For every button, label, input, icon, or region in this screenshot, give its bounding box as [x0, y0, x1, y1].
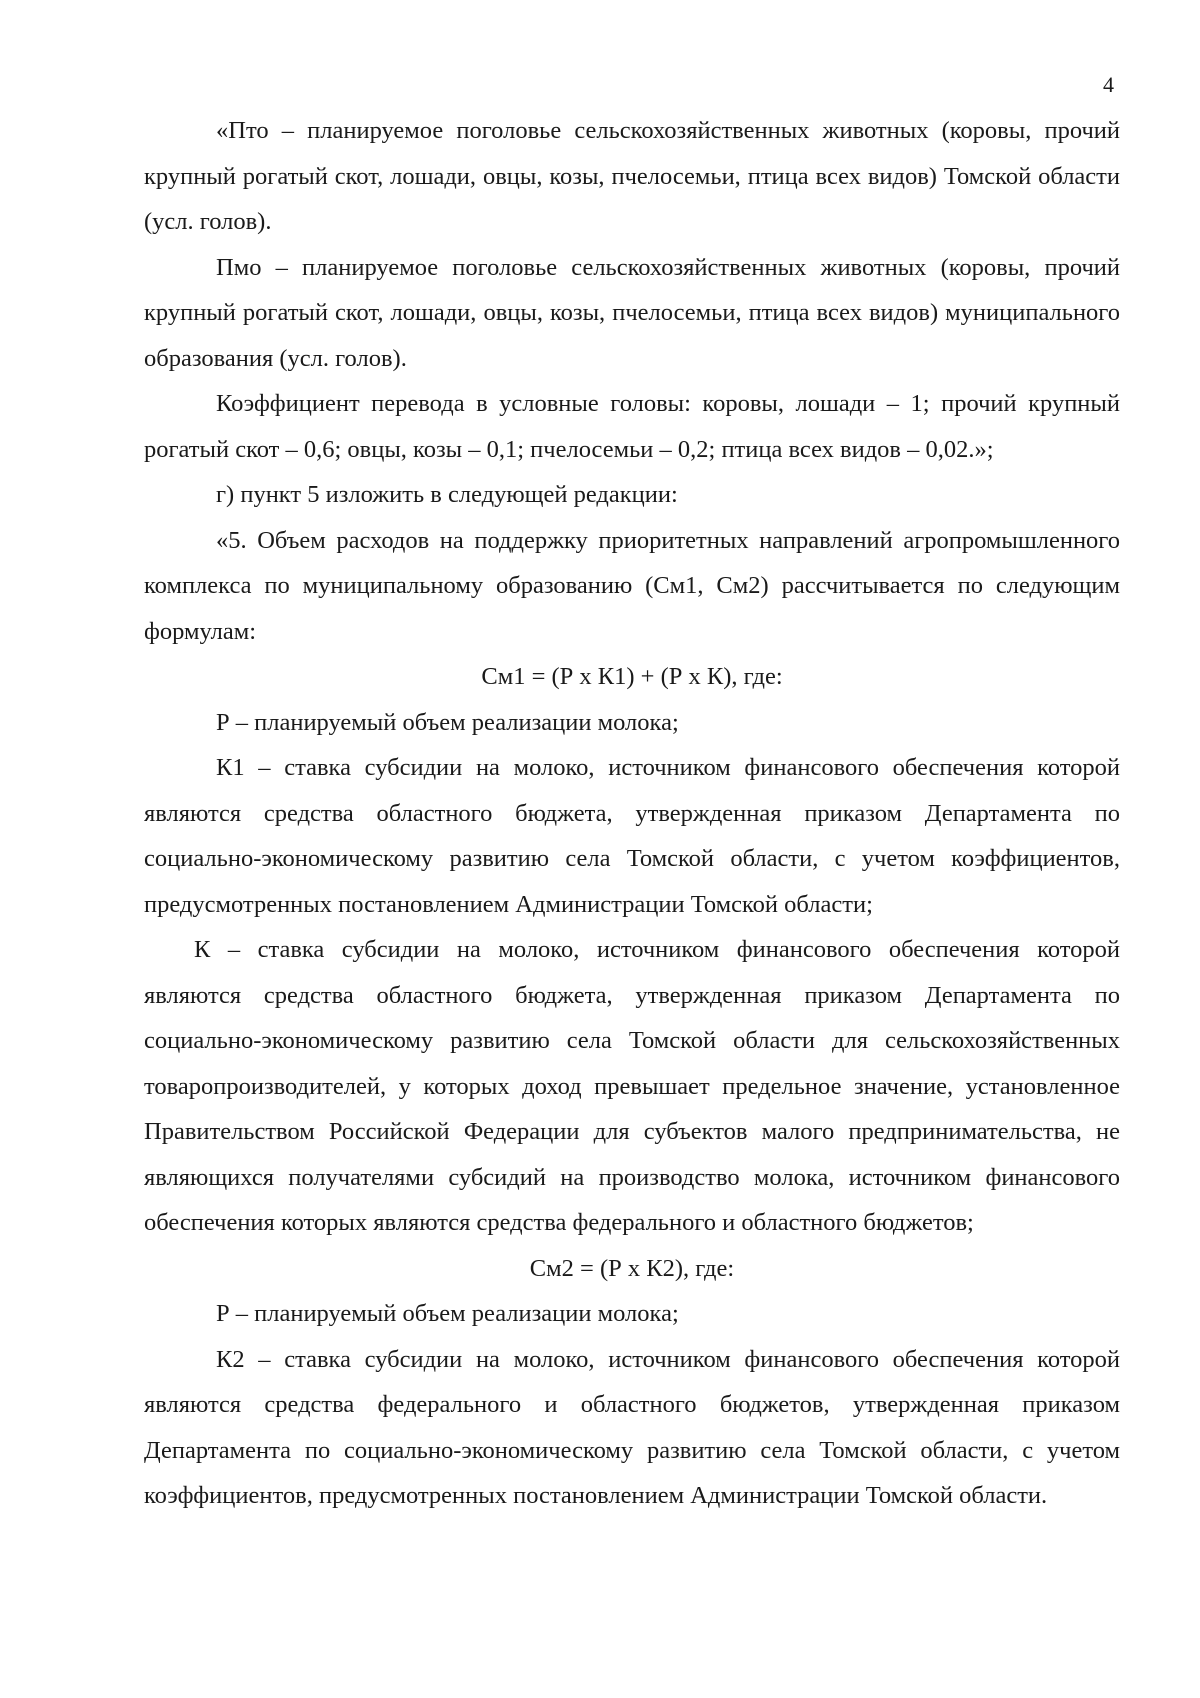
- paragraph-p-definition-2: Р – планируемый объем реализации молока;: [216, 1300, 679, 1327]
- paragraph-k1-definition: К1 – ставка субсидии на молоко, источником финансового обеспечения которой являются средства областного бюджета, утвержденная приказом Департамента по социально-экономическому развитию села Томской области, с учетом коэффициентов, предусмотренных постановлением Администрации Томской области;: [144, 754, 1120, 918]
- formula-sm1: См1 = (Р х К1) + (Р х К), где:: [481, 663, 783, 690]
- formula-sm2: См2 = (Р х К2), где:: [529, 1254, 735, 1282]
- paragraph-item-5: «5. Объем расходов на поддержку приоритетных направлений агропромышленного комплекса по муниципальному образованию (См1, См2) рассчитывается по следующим формулам:: [144, 526, 1120, 645]
- page-number: 4: [1103, 72, 1114, 97]
- paragraph-pto-definition: «Пто – планируемое поголовье сельскохозяйственных животных (коровы, прочий крупный рогатый скот, лошади, овцы, козы, пчелосемьи, птица всех видов) Томской области (усл. голов).: [144, 117, 1120, 235]
- paragraph-k2-definition: К2 – ставка субсидии на молоко, источником финансового обеспечения которой являются средства федерального и областного бюджетов, утвержденная приказом Департамента по социально-экономическому развитию села Томской области, с учетом коэффициентов, предусмотренных постановлением Администрации Томской области.: [144, 1345, 1120, 1509]
- paragraph-k-definition: К – ставка субсидии на молоко, источником финансового обеспечения которой являются средства областного бюджета, утвержденная приказом Департамента по социально-экономическому развитию села Томской области для сельскохозяйственных товаропроизводителей, у которых доход превышает предельное значение, установленное Правительством Российской Федерации для субъектов малого предпринимательства, не являющихся получателями субсидий на производство молока, источником финансового обеспечения которых являются средства федерального и областного бюджетов;: [144, 936, 1120, 1236]
- paragraph-p-definition: Р – планируемый объем реализации молока;: [216, 708, 679, 736]
- paragraph-conversion-coefficient: Коэффициент перевода в условные головы: коровы, лошади – 1; прочий крупный рогатый скот – 0,6; овцы, козы – 0,1; пчелосемьи – 0,2; птица всех видов – 0,02.»;: [144, 390, 1120, 463]
- paragraph-pmo-definition: Пмо – планируемое поголовье сельскохозяйственных животных (коровы, прочий крупный рогатый скот, лошади, овцы, козы, пчелосемьи, птица всех видов) муниципального образования (усл. голов).: [144, 253, 1120, 372]
- document-body: [144, 108, 1120, 1519]
- paragraph-clause-g: г) пункт 5 изложить в следующей редакции:: [216, 481, 678, 508]
